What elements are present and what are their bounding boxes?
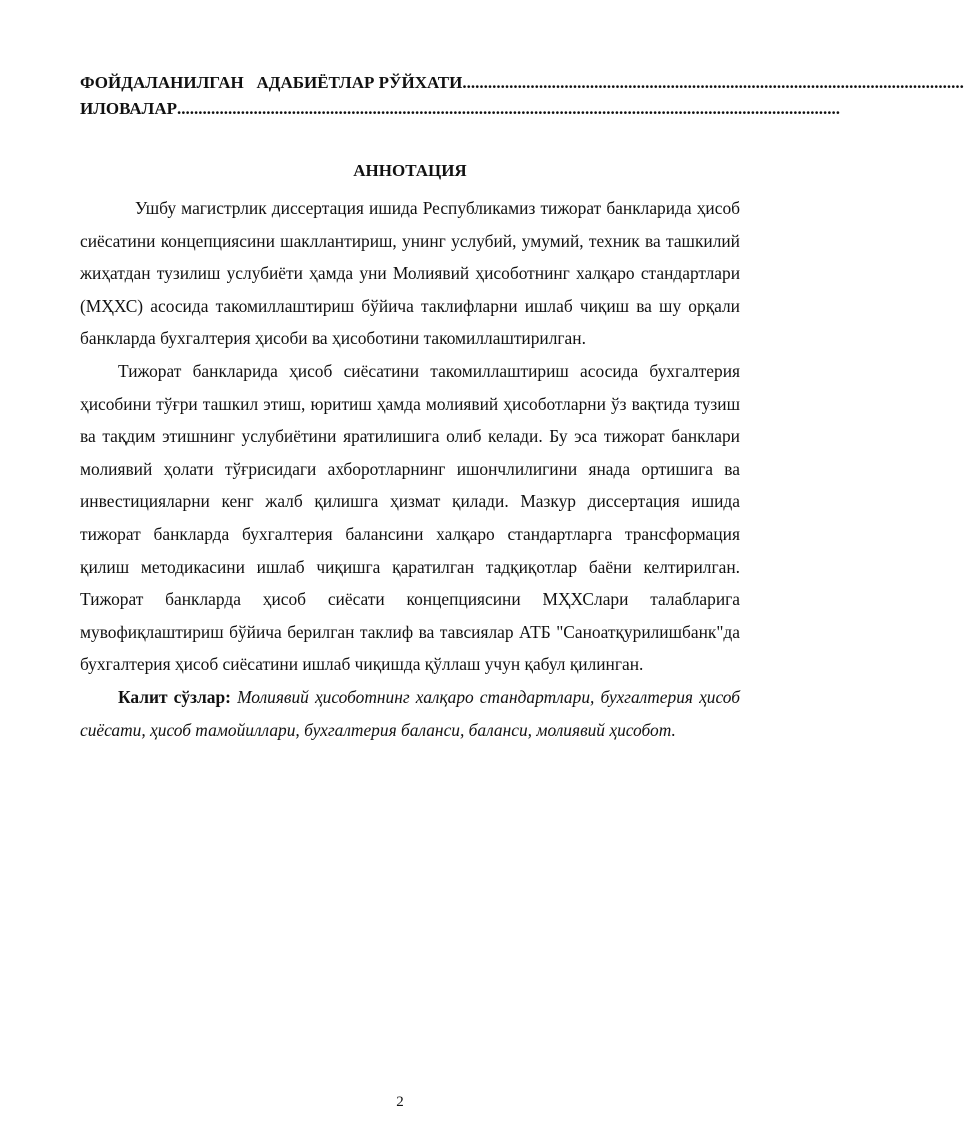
paragraph: Тижорат банкларида ҳисоб сиёсатини такомиллаштириш асосида бухгалтерия ҳисобини тўғри ташкил этиш, юритиш ҳамда молиявий ҳисоботларни ўз вақтида тузиш ва тақдим этишнинг услубиётини яратилишига олиб келади. Бу эса тижорат банклари молиявий ҳолати тўғрисидаги ахборотларнинг ишончлилигини янада ортишига ва инвестицияларни кенг жалб қилишга ҳизмат қилади. Мазкур диссертация ишида тижорат банкларда бухгалтерия балансини халқаро стандартларга трансформация қилиш методикасини ишлаб чиқишга қаратилган тадқиқотлар баёни келтирилган. Тижорат банкларда ҳисоб сиёсати концепциясини МҲХСлари талабларига мувофиқлаштириш бўйича берилган таклиф ва тавсиялар АТБ "Саноатқурилишбанк"да бухгалтерия ҳисоб сиёсатини ишлаб чиқишда қўллаш учун қабул қилинган. bbox=[80, 360, 740, 675]
paragraph: Ушбу магистрлик диссертация ишида Республикамиз тижорат банкларида ҳисоб сиёсатини концепциясини шакллантириш, унинг услубий, умумий, техник ва ташкилий жиҳатдан тузилиш услубиёти ҳамда уни Молиявий ҳисоботнинг халқаро стандартлари (МҲХС) асосида такомиллаштириш бўйича таклифларни ишлаб чиқиш ва шу орқали банкларда бухгалтерия ҳисоби ва ҳисоботини такомиллаштирилган. bbox=[80, 198, 740, 349]
toc-leader-dots: ...................................................................................................................... bbox=[462, 73, 964, 92]
keywords-text: Молиявий ҳисоботнинг халқаро стандартлари, бухгалтерия ҳисоб сиёсати, ҳисоб тамойиллари, бухгалтерия баланси, баланси, молиявий ҳисобот. bbox=[80, 686, 740, 740]
toc-entry-title: ИЛОВАЛАР bbox=[80, 99, 177, 118]
keywords-label: Калит сўзлар: bbox=[118, 686, 231, 707]
section-heading: АННОТАЦИЯ bbox=[353, 161, 467, 180]
toc-entry-references[interactable] bbox=[80, 70, 964, 96]
table-of-contents bbox=[80, 70, 964, 122]
toc-leader-dots: ............................................................................................................................................................ bbox=[177, 99, 840, 118]
toc-entry-appendices[interactable] bbox=[80, 96, 840, 122]
annotation-body bbox=[80, 192, 740, 746]
keywords-paragraph bbox=[80, 681, 740, 746]
toc-entry-title: ФОЙДАЛАНИЛГАН АДАБИЁТЛАР РЎЙХАТИ bbox=[80, 73, 463, 92]
page-number: 2 bbox=[396, 1094, 404, 1110]
